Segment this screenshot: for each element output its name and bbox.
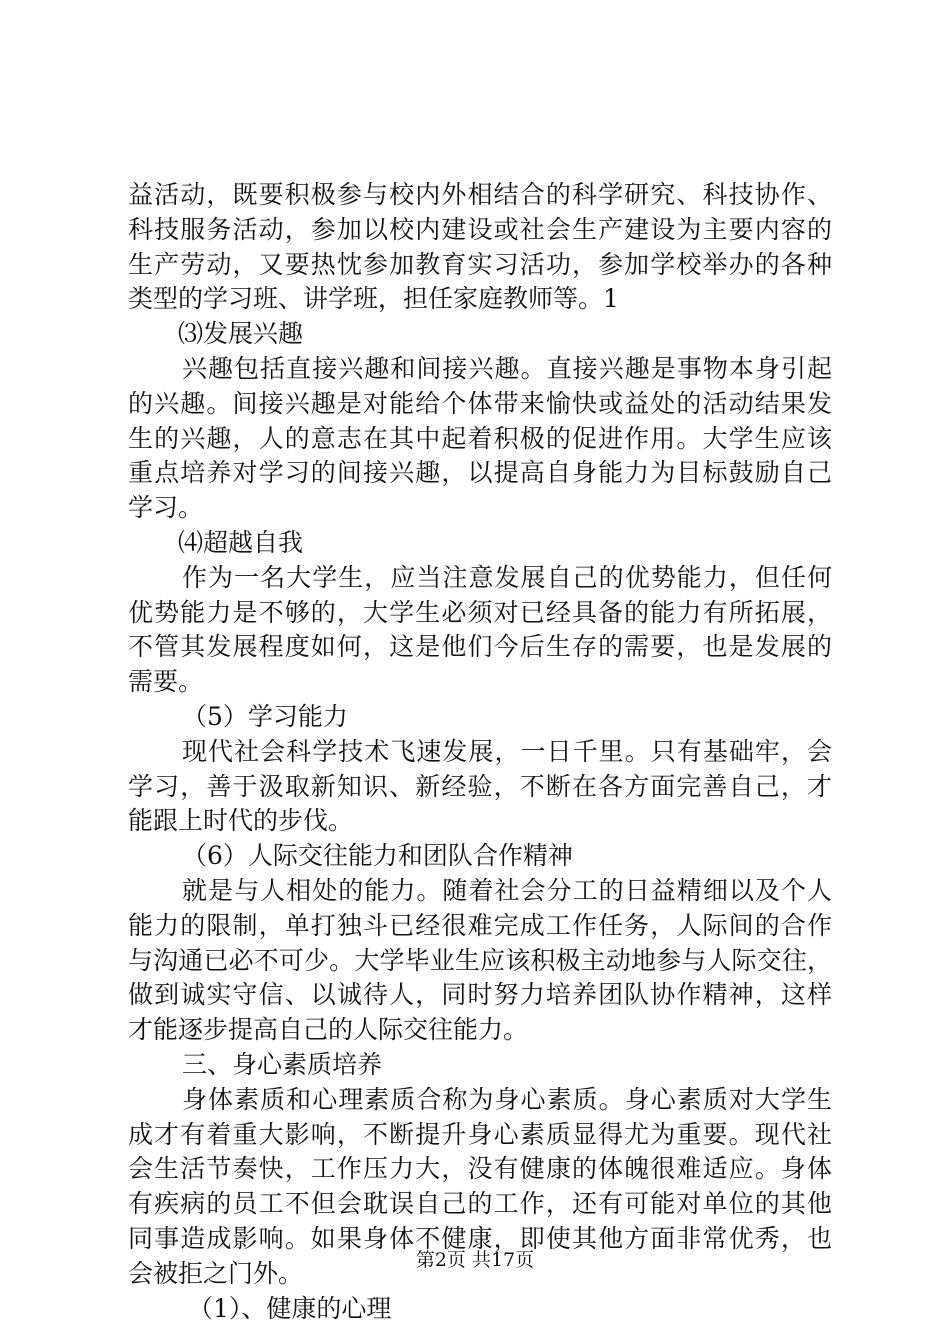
text-line: 能跟上时代的步伐。 bbox=[128, 806, 354, 836]
text-line: 现代社会科学技术飞速发展，一日千里。只有基础牢，会 bbox=[182, 736, 832, 766]
text-line: 学习，善于汲取新知识、新经验，不断在各方面完善自己，才 bbox=[128, 771, 832, 801]
text-line: 做到诚实守信、以诚待人，同时努力培养团队协作精神，这样 bbox=[128, 980, 832, 1010]
page-footer: 第2页 共17页 bbox=[415, 1249, 535, 1271]
text-line: 能力的限制，单打独斗已经很难完成工作任务，人际间的合作 bbox=[128, 910, 832, 940]
text-line: 与沟通已必不可少。大学毕业生应该积极主动地参与人际交往， bbox=[128, 945, 832, 975]
text-line: 会生活节奏快，工作压力大，没有健康的体魄很难适应。身体 bbox=[128, 1154, 832, 1184]
text-line: 作为一名大学生，应当注意发展自己的优势能力，但任何 bbox=[182, 562, 832, 592]
text-line: 的兴趣。间接兴趣是对能给个体带来愉快或益处的活动结果发 bbox=[128, 388, 832, 418]
text-line: 类型的学习班、讲学班，担任家庭教师等。1 bbox=[128, 284, 619, 314]
text-line: 就是与人相处的能力。随着社会分工的日益精细以及个人 bbox=[182, 875, 832, 905]
text-line: 不管其发展程度如何，这是他们今后生存的需要，也是发展的 bbox=[128, 632, 832, 662]
text-line: 成才有着重大影响，不断提升身心素质显得尤为重要。现代社 bbox=[128, 1119, 832, 1149]
text-line: 学习。 bbox=[128, 493, 204, 523]
text-line: （1）、健康的心理 bbox=[188, 1293, 392, 1323]
text-line: （5）学习能力 bbox=[182, 701, 348, 731]
text-line: ⑶发展兴趣 bbox=[178, 319, 304, 349]
text-line: 优势能力是不够的，大学生必须对已经具备的能力有所拓展， bbox=[128, 597, 832, 627]
text-line: 身体素质和心理素质合称为身心素质。身心素质对大学生 bbox=[182, 1084, 832, 1114]
document-body bbox=[128, 178, 832, 1326]
text-line: 科技服务活动，参加以校内建设或社会生产建设为主要内容的 bbox=[128, 214, 832, 244]
text-line: 会被拒之门外。 bbox=[128, 1258, 304, 1288]
text-line: 三、身心素质培养 bbox=[182, 1049, 383, 1079]
text-line: 同事造成影响。如果身体不健康，即使其他方面非常优秀，也 bbox=[128, 1223, 832, 1253]
text-line: 益活动，既要积极参与校内外相结合的科学研究、科技协作、 bbox=[128, 180, 832, 209]
text-line: 有疾病的员工不但会耽误自己的工作，还有可能对单位的其他 bbox=[128, 1189, 832, 1219]
text-line: ⑷超越自我 bbox=[178, 527, 304, 557]
text-line: 才能逐步提高自己的人际交往能力。 bbox=[128, 1015, 529, 1045]
text-line: 重点培养对学习的间接兴趣，以提高自身能力为目标鼓励自己 bbox=[128, 458, 832, 488]
text-line: 生产劳动，又要热忱参加教育实习活功，参加学校举办的各种 bbox=[128, 249, 832, 279]
text-line: 生的兴趣，人的意志在其中起着积极的促进作用。大学生应该 bbox=[128, 423, 832, 453]
text-line: 兴趣包括直接兴趣和间接兴趣。直接兴趣是事物本身引起 bbox=[182, 353, 832, 383]
text-line: 需要。 bbox=[128, 667, 204, 697]
text-line: （6）人际交往能力和团队合作精神 bbox=[182, 841, 573, 871]
